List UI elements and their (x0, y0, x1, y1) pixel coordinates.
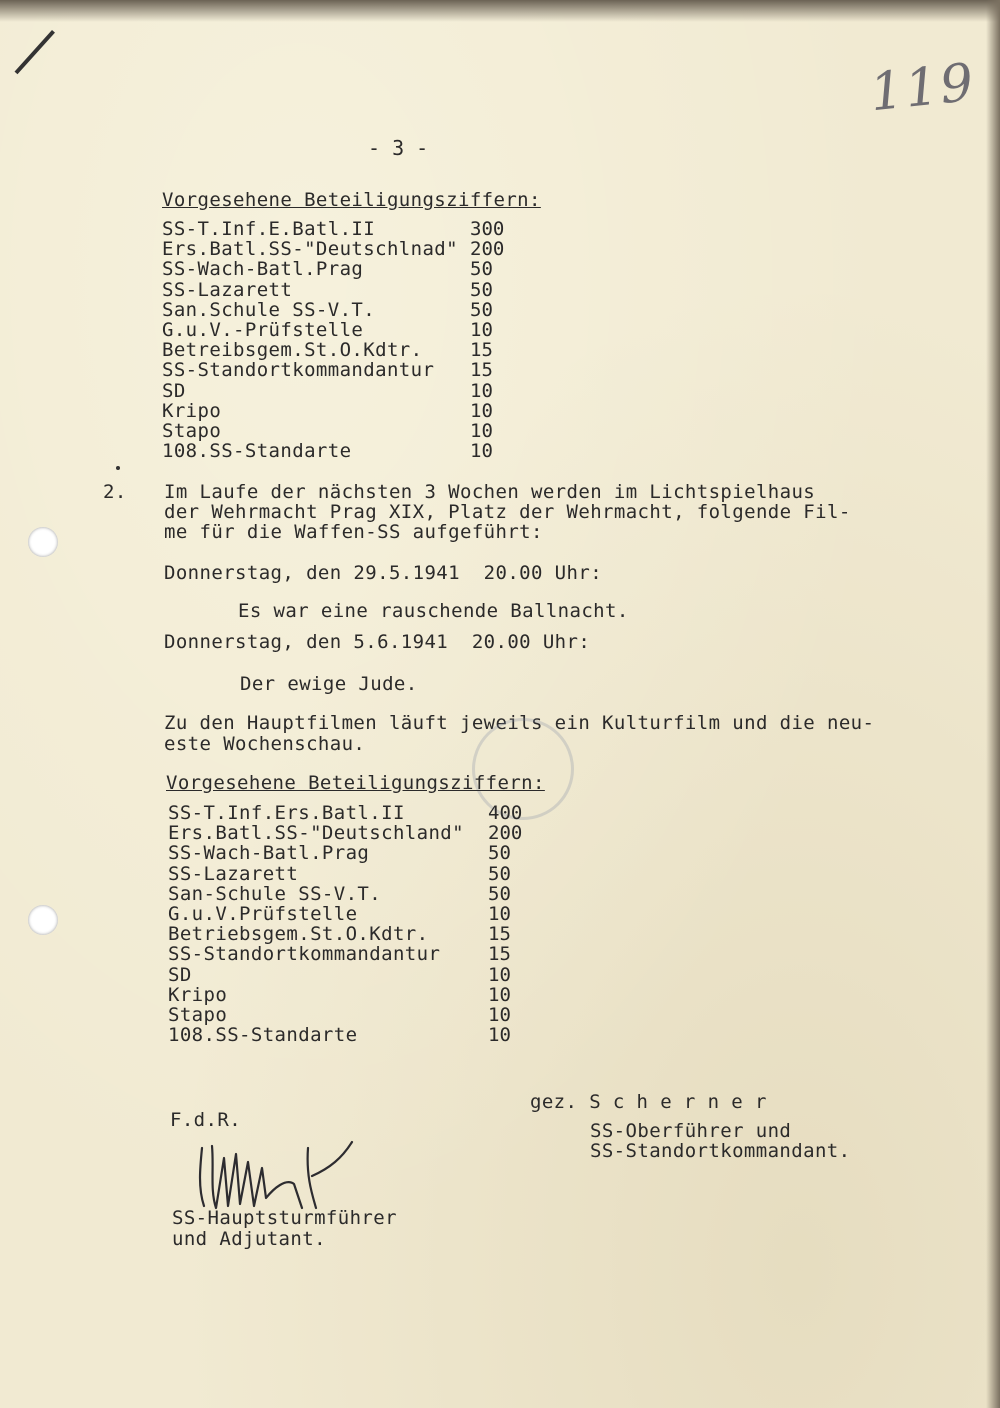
table-row-count: 400 (488, 802, 523, 824)
table-row-count: 50 (488, 842, 511, 865)
screening-1-film: Es war eine rauschende Ballnacht. (238, 600, 629, 622)
table-row-count: 50 (470, 278, 493, 301)
table-row-unit: SS-Lazarett (162, 278, 293, 301)
screening-1-date: Donnerstag, den 29.5.1941 20.00 Uhr: (164, 562, 603, 584)
section2-intro-line-1: Im Laufe der nächsten 3 Wochen werden im Lichtspielhaus (164, 481, 816, 503)
table-row-unit: SS-Wach-Batl.Prag (162, 258, 364, 281)
table-row-count: 50 (470, 298, 493, 321)
table-row-count: 10 (470, 420, 493, 442)
table-row-unit: Ers.Batl.SS-"Deutschland" (168, 822, 464, 845)
table-row-unit: SD (162, 379, 186, 402)
table-row-unit: SS-Standortkommandantur (162, 359, 435, 382)
fdr-label: F.d.R. (170, 1109, 242, 1131)
table-row-count: 50 (488, 862, 511, 885)
scan-edge-top (0, 0, 1000, 22)
table-row-unit: Stapo (168, 1004, 228, 1026)
table-row-unit: SD (168, 963, 192, 986)
table-row-unit: San.Schule SS-V.T. (162, 298, 376, 321)
table-row-count: 10 (488, 1024, 511, 1047)
table-row-count: 200 (488, 822, 523, 845)
table-row-unit: Kripo (162, 399, 222, 422)
screening-2-film: Der ewige Jude. (240, 673, 418, 695)
table-row-unit: SS-T.Inf.E.Batl.II (162, 218, 376, 240)
page-number: - 3 - (368, 136, 429, 160)
table-row-count: 50 (488, 882, 511, 905)
table-row-unit: SS-T.Inf.Ers.Batl.II (168, 802, 405, 824)
table-row-unit: SS-Lazarett (168, 862, 299, 885)
handwritten-signature (190, 1128, 360, 1216)
table-row-count: 300 (470, 218, 505, 240)
table-row-count: 15 (470, 339, 493, 362)
table-row-count: 15 (488, 923, 511, 946)
table-row-count: 10 (488, 983, 511, 1006)
section2-number: 2. (103, 481, 127, 503)
table-row-count: 10 (488, 963, 511, 986)
punch-hole-lower (28, 905, 58, 935)
table-row-count: 50 (470, 258, 493, 281)
archive-page-number: 119 (867, 52, 979, 124)
pencil-mark (15, 30, 55, 74)
table-row-unit: Stapo (162, 420, 222, 442)
table-row-unit: SS-Wach-Batl.Prag (168, 842, 370, 865)
table-row-unit: 108.SS-Standarte (162, 440, 352, 463)
punch-hole-upper (28, 527, 58, 557)
table-row-unit: Kripo (168, 983, 228, 1006)
table-row-count: 10 (488, 903, 511, 925)
section2-note-line-2: este Wochenschau. (164, 733, 366, 755)
section1-heading: Vorgesehene Beteiligungsziffern: (162, 189, 541, 211)
table-row-unit: San-Schule SS-V.T. (168, 882, 382, 905)
commander-rank: SS-Oberführer und (590, 1120, 792, 1142)
table-row-unit: Betriebsgem.St.O.Kdtr. (168, 923, 429, 946)
section2-note-line-1: Zu den Hauptfilmen läuft jeweils ein Kulturfilm und die neu- (164, 712, 875, 734)
table-row-count: 15 (488, 943, 511, 966)
table-row-unit: G.u.V.-Prüfstelle (162, 319, 364, 341)
commander-title: SS-Standortkommandant. (590, 1140, 851, 1162)
table-row-unit: G.u.V.Prüfstelle (168, 903, 358, 925)
section2-intro-line-2: der Wehrmacht Prag XIX, Platz der Wehrmacht, folgende Fil- (164, 501, 851, 523)
table-row-unit: Ers.Batl.SS-"Deutschlnad" (162, 238, 458, 261)
section2-intro-line-3: me für die Waffen-SS aufgeführt: (164, 521, 543, 543)
table-row-count: 15 (470, 359, 493, 382)
table-row-count: 10 (470, 379, 493, 402)
adjutant-title: und Adjutant. (172, 1228, 326, 1250)
table-row-count: 10 (488, 1004, 511, 1026)
table-row-count: 10 (470, 319, 493, 341)
section3-heading: Vorgesehene Beteiligungsziffern: (166, 772, 545, 794)
table-row-unit: 108.SS-Standarte (168, 1024, 358, 1047)
screening-2-date: Donnerstag, den 5.6.1941 20.00 Uhr: (164, 631, 591, 653)
table-row-count: 200 (470, 238, 505, 261)
table-row-count: 10 (470, 399, 493, 422)
table-row-count: 10 (470, 440, 493, 463)
stray-dot (116, 466, 120, 470)
table-row-unit: Betreibsgem.St.O.Kdtr. (162, 339, 423, 362)
signed-by: gez. S c h e r n e r (530, 1091, 767, 1113)
table-row-unit: SS-Standortkommandantur (168, 943, 441, 966)
scan-edge-right (986, 0, 1000, 1408)
adjutant-rank: SS-Hauptsturmführer (172, 1207, 397, 1229)
